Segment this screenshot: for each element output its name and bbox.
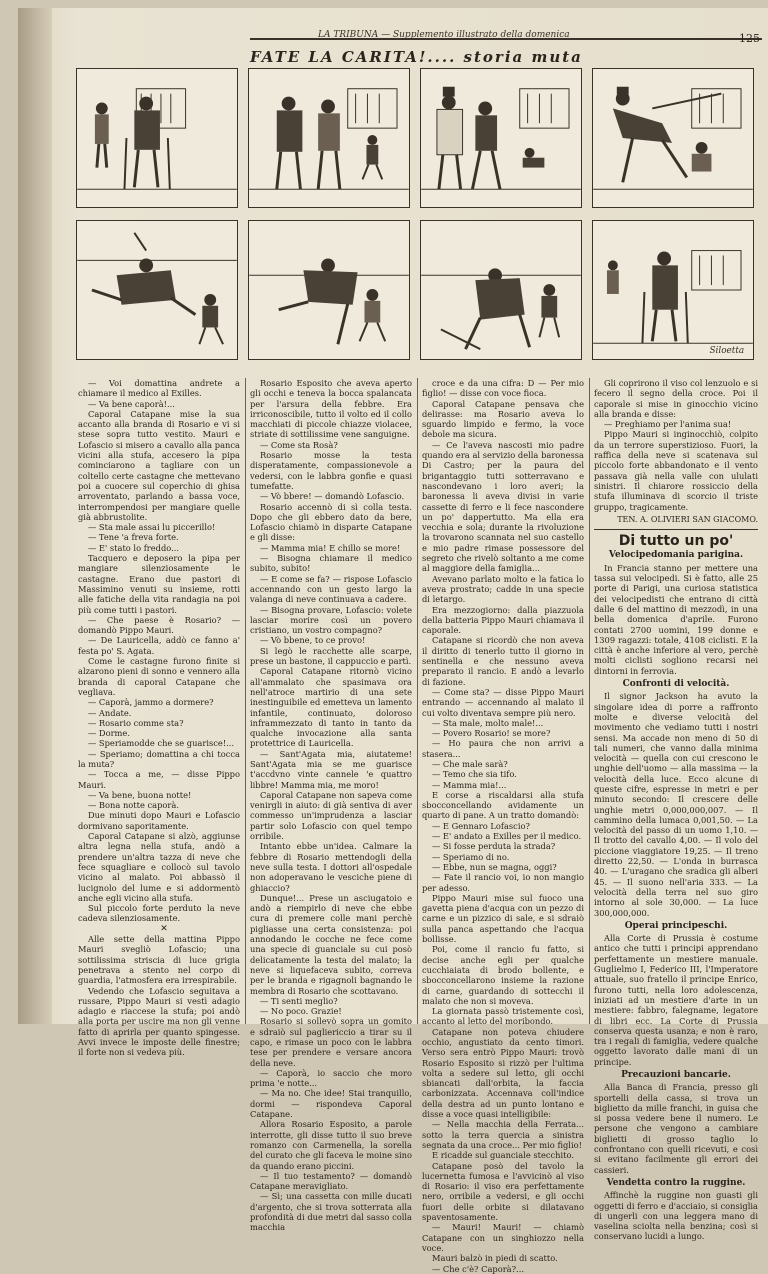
- paragraph: — Ebbe, nun se magna, oggi?: [432, 861, 557, 872]
- paragraph: Vedendo che Lofascio seguitava a russare, Pippo Mauri si vestì adagio adagio e riaccese la stufa; poi andò alla porta per uscire ma non gli venne fatto di aprirla per quanto spingesse. Avvi invece le imposte delle finestre; il forte non si vedeva più.: [78, 985, 240, 1058]
- paragraph: — De Lauricella, addò ce fanno a' festa po' S. Agata.: [78, 635, 240, 656]
- paragraph: — Rosario comme sta?: [88, 717, 184, 728]
- paragraph: — Va bene caporà!...: [88, 398, 175, 409]
- paragraph: — Ho paura che non arrivi a stasera...: [422, 738, 584, 759]
- paragraph: — Come sta Rosà?: [260, 439, 338, 450]
- paragraph: — Bisogna chiamare il medico subito, subito!: [250, 553, 412, 574]
- paragraph: — Tocca a me, — disse Pippo Mauri.: [78, 769, 240, 790]
- paragraph: Tacquero e deposero la pipa per mangiare silenziosamente le castagne. Erano due pastori di Massimino venuti su insieme, rotti alle fatiche della vita randagia na poi più come tutti i pastori.: [78, 553, 240, 615]
- paragraph: Rosario Esposito che aveva aperto gli occhi e teneva la bocca spalancata per l'arsura della febbre. Era irriconoscibile, tutto il volto ed il collo macchiati di piccole chiazze violacee, striate di sottilissime vene sanguigne.: [250, 378, 412, 440]
- paragraph: — Sta male assai lu piccerillo!: [88, 522, 216, 533]
- panel-8-drawing: [593, 221, 753, 359]
- paragraph: — Mamma mia!...: [432, 779, 507, 790]
- item-title: Precauzioni bancarie.: [621, 1070, 731, 1080]
- paragraph: — Vò bbene, to ce provo!: [260, 635, 366, 646]
- paragraph: — Che c'è? Caporà?...: [432, 1263, 524, 1274]
- paragraph: — Andate.: [88, 707, 132, 718]
- paragraph: E corse a riscaldarsi alla stufa sbocconcellando avidamente un quarto di pane. A un tratto domandò:: [422, 789, 584, 821]
- comic-title: FATE LA CARITA!.... storia muta: [250, 48, 583, 66]
- item-text: Alla Banca di Francia, presso gli sportelli della cassa, si trova un biglietto da mille franchi, in guisa che si possa vedere bene il numero. Le persone che vengono a cambiare biglietti di grosso taglio lo confrontano con quelli ricevuti, e così si evitano facilmente gli errori dei cassieri.: [594, 1082, 758, 1175]
- item-title: Velocipedomania parigina.: [608, 550, 744, 561]
- paragraph: Come le castagne furono finite si alzarono pieni di sonno e vennero alla branda di caporal Catapane che vegliava.: [78, 656, 240, 697]
- paragraph: Pippo Mauri si inginocchiò, colpito da un terrore superstizioso. Fuori, la raffica della neve si scatenava sul piccolo forte abbandonato e il vento passava già nella valle con ululati sinistri. Il chiarore rossiccio della stufa illuminava di scorcio il triste gruppo, tragicamente.: [594, 429, 758, 512]
- publication-header: LA TRIBUNA — Supplemento illustrato della domenica: [318, 30, 570, 40]
- paragraph: — Mamma mia! E chillo se more!: [260, 542, 401, 553]
- panel-1-drawing: [77, 69, 237, 207]
- comic-panel-1: [76, 68, 238, 208]
- comic-panel-8: [592, 220, 754, 360]
- comic-panel-2: [248, 68, 410, 208]
- paragraph: Intanto ebbe un'idea. Calmare la febbre di Rosario mettendogli della neve sulla testa. I dottori all'ospedale non adoperavano le vesciche piene di ghiaccio?: [250, 841, 412, 893]
- paragraph: — Ti senti meglio?: [260, 995, 338, 1006]
- text-column-2: [250, 378, 412, 1233]
- item-title: Vendetta contro la ruggine.: [606, 1177, 746, 1188]
- paragraph: — Temo che sia tifo.: [432, 769, 517, 780]
- page-spine-shadow: [18, 8, 52, 1024]
- paragraph: Caporal Catapane ritornò vicino all'ammalato che spasimava ora nell'atroce martirio di una sete inestinguibile ed emetteva un lamento infantile, continuato, doloroso inframmezzato di tanto in tanto da qualche invocazione alla santa protettrice di Lauricella.: [250, 666, 412, 749]
- article-columns: [78, 378, 758, 1274]
- item-text: Il signor Jackson ha avuto la singolare idea di porre a raffronto molte e diverse velocità del movimento che vediamo tutti i nostri sensi. Ma accade non meno di 50 di tali numeri, che vanno dalla minima velocità — quella con cui crescono le unghie dell'uomo — alla massima — la velocità della luce. Ecco alcune di queste cifre, espresse in metri e per minuto secondo: Il crescere delle unghie metri 0,000,000,007. — Il cammino della lumaca 0,001,50. — La velocità del passo di un uomo 1,10. — Il trotto del cavallo 4,00. — Il volo del piccione viaggiatore 19,25. — Il treno diretto 22,50. — L'onda in burrasca 40. — L'uragano che sradica gli alberi 45. — Il suono nell'aria 333. — La velocità della terra nel suo giro intorno al sole 30,000. — La luce 300,000,000.: [594, 691, 758, 918]
- story-ending: [594, 378, 758, 512]
- paragraph: — Vò bbere! — domandò Lofascio.: [260, 491, 405, 502]
- paragraph: — E' stato lo freddo...: [88, 542, 180, 553]
- section-divider: [594, 529, 758, 530]
- paragraph: E ricadde sul guanciale stecchito.: [432, 1150, 574, 1161]
- paragraph: — Povero Rosario! se more?: [432, 728, 551, 739]
- comic-panel-4: [592, 68, 754, 208]
- paragraph: — Come sta? — disse Pippo Mauri entrando — accennando al malato il cui volto diventava sempre più nero.: [422, 686, 584, 718]
- item-text: Affinchè la ruggine non guasti gli oggetti di ferro e d'acciaio, si consiglia di ungerli con una leggera mano di vaselina sciolta nella benzina; così si conservano lucidi a lungo.: [594, 1190, 758, 1242]
- section-title: Di tutto un po': [618, 533, 734, 550]
- paragraph: — Bisogna provare, Lofascio: volete lasciar morire così un povero cristiano, un vostro compagno?: [250, 604, 412, 636]
- paragraph: — Sant'Agata mia, aiutateme! Sant'Agata mia se me guarisce t'accdvno vinte cannele 'e quattro libbre! Mamma mia, me moro!: [250, 748, 412, 790]
- panel-6-drawing: [249, 221, 409, 359]
- paragraph: — E come se fa? — rispose Lofascio accennando con un gesto largo la valanga di neve continuava a cadere.: [250, 573, 412, 605]
- paragraph: Catapane posò del tavolo la lucernetta fumosa e l'avvicinò al viso di Rosario: il viso era perfettamente nero, orribile a vedersi, e gli occhi fuori delle orbite si dilatavano spaventosamente.: [422, 1160, 584, 1223]
- paragraph: — Che male sarà?: [432, 758, 508, 769]
- paragraph: — Caporà, jammo a dormere?: [88, 697, 214, 708]
- paragraph: — Speriamo di no.: [432, 851, 510, 862]
- paragraph: Alle sette della mattina Pippo Mauri svegliò Lofascio; una sottilissima striscia di luce grigia penetrava a stento nel corpo di guardia, l'atmosfera era irrespirabile.: [78, 934, 240, 986]
- paragraph: — Tene 'a freva forte.: [88, 532, 179, 543]
- paragraph: Sul piccolo forte perduto la neve cadeva silenziosamente.: [78, 903, 240, 924]
- paragraph: Dunque!... Prese un asciugatoio e andò a riempirlo di neve che ebbe cura di premere colle mani perchè pigliasse una certa consistenza: poi annodando le cocche ne fece come una specie di guanciale su cui posò delicatamente la testa del malato; la neve si liquefaceva subito, correva per le branda e rigagnoli bagnando le membra di Rosario che scottavano.: [250, 892, 412, 996]
- paragraph: — Sta male, molto male!...: [432, 717, 544, 728]
- paragraph: Caporal Catapane si alzò, aggiunse altra legna nella stufa, andò a prendere un'altra tazza di neve che fece squagliare e collocò sul tavolo vicino al malato. Poi abbassò il lucignolo del lume e si addormentò anche egli vicino alla stufa.: [78, 831, 240, 903]
- paragraph: — Ma no. Che idee! Stai tranquillo, dormi — rispondeva Caporal Catapane.: [250, 1088, 412, 1120]
- item-text: In Francia stanno per mettere una tassa sui velocipedi. Si è fatto, alle 25 porte di Parigi, una curiosa statistica dei velocipedisti che entrano di città dalle 6 del mattino di mezzodì, in una bella domenica d'aprile. Furono contati 2700 uomini, 199 donne e 1309 ragazzi: totale, 4108 ciclisti. E la città è anche inferiore al vero, perchè molti ciclisti sogliono recarsi nei dintorni in ferrovia.: [594, 562, 758, 676]
- paragraph: — Nella macchia della Ferrata... sotto la terra quercia a sinistra segnata da una croce... Per mio figlio!: [422, 1119, 584, 1150]
- paragraph: — Fate il rancio voi, io non mangio per adesso.: [422, 872, 584, 893]
- page-number: 125: [739, 32, 760, 45]
- paragraph: Caporal Catapane non sapeva come venirgli in aiuto: di già sentiva di aver commesso un'imprudenza a lasciar partir solo Lofascio con quel tempo orribile.: [250, 789, 412, 842]
- paragraph: Rosario mosse la testa disperatamente, compassionevole a vedersi, con le labbra gonfie e quasi tumefatte.: [250, 450, 412, 491]
- paragraph: — Sì; una cassetta con mille ducati d'argento, che si trova sotterrata alla profondità di due metri dal sasso colla macchia: [250, 1191, 412, 1233]
- paragraph: Rosario si sollevò sopra un gomito e sdraiò sul pagliericcio a tirar su il capo, e rimase un poco con le labbra tese per prendere e versare ancora della neve.: [250, 1016, 412, 1068]
- comic-panel-6: [248, 220, 410, 360]
- panel-5-drawing: [77, 221, 237, 359]
- text-column-3: [422, 378, 584, 1274]
- paragraph: — E Gennaro Lofascio?: [432, 820, 530, 831]
- paragraph: Catapane non poteva chiudere occhio, angustiato da cento timori. Verso sera entrò Pippo Mauri: trovò Rosario Esposito si rizzò per l'ultima volta a sedere sul letto, gli occhi sbiancati dall'orbita, la faccia carbonizzata. Accennava coll'indice della destra ad un punto lontano e disse a voce quasi intelligibile:: [422, 1026, 584, 1120]
- comic-panel-5: [76, 220, 238, 360]
- paragraph: — Il tuo testamento? — domandò Catapane meravigliato.: [250, 1170, 412, 1192]
- paragraph: — Voi domattina andrete a chiamare il medico al Exilles.: [78, 378, 240, 399]
- paragraph: Caporal Catapane mise la sua accanto alla branda di Rosario e vi si stese sopra tutto vestito. Mauri e Lofascio si misero a cavallo alla panca vicini alla stufa, accesero la pipa cominciarono a tagliare con un coltello certe castagne che mettevano poi a cuocere sul coperchio di ghisa arroventato, parlando a bassa voce, interrompendosi per mangiare quelle già abbrustolite.: [78, 408, 240, 522]
- paragraph: — Che paese è Rosario? — domandò Pippo Mauri.: [78, 614, 240, 636]
- paragraph: Si legò le racchette alle scarpe, prese un bastone, il cappuccio e partì.: [250, 645, 412, 667]
- text-column-4: [594, 378, 758, 1242]
- paragraph: Avevano parlato molto e la fatica lo aveva prostrato; cadde in una specie di letargo.: [422, 573, 584, 605]
- paragraph: — E' andato a Exilles per il medico.: [432, 831, 582, 842]
- newspaper-page: [18, 8, 768, 1274]
- author-signature: TEN. A. OLIVIERI SAN GIACOMO.: [617, 514, 758, 524]
- paragraph: — Mauri! Mauri! — chiamò Catapane con un singhiozzo nella voce.: [422, 1222, 584, 1253]
- paragraph: Poi, come il rancio fu fatto, si decise anche egli per qualche cucchiaiata di brodo bollente, e sbocconcellarono insieme la razione di carne, guardando di sottecchi il malato che non si moveva.: [422, 944, 584, 1006]
- paragraph: La giornata passò tristemente così, accanto al letto del moribondo.: [422, 1006, 584, 1027]
- paragraph: Rosario accennò di sì colla testa. Dopo che gli ebbero dato da bere, Lofascio chiamò in disparte Catapane e gli disse:: [250, 501, 412, 543]
- comic-signature: Siloetta: [709, 346, 745, 357]
- comic-panel-7: [420, 220, 582, 360]
- item-text: Alla Corte di Prussia è costume antico che tutti i principi apprendano perfettamente un mestiere manuale. Guglielmo I, Federico III, l'Imperatore attuale, suo fratello il principe Enrico, furono tutti, nella loro adolescenza, iniziati ad un mestiere d'arte in un mestiere: fabbro, falegname, legatore di libri ecc. La Corte di Prussia conserva questa usanza; e non è raro, tra i regali di famiglia, vedere qualche oggetto lavorato dalle mani di un principe.: [594, 933, 758, 1067]
- paragraph: — Bona notte caporà.: [88, 800, 179, 811]
- panel-3-drawing: [421, 69, 581, 207]
- paragraph: — Speriamo; domattina a chi tocca la muta?: [78, 748, 240, 769]
- panel-4-drawing: [593, 69, 753, 207]
- paragraph: — Va bene, buona notte!: [88, 789, 192, 800]
- paragraph: Era mezzogiorno: dalla piazzuola della batteria Pippo Mauri chiamava il caporale.: [422, 604, 584, 636]
- miscellany-items: [594, 550, 758, 1241]
- section-mark: ✕: [160, 923, 168, 934]
- panel-2-drawing: [249, 69, 409, 207]
- paragraph: Allora Rosario Esposito, a parole interrotte, gli disse tutto il suo breve romanzo con Carmenella, la sorella del curato che gli faceva le moine sino da quando erano piccini.: [250, 1119, 412, 1171]
- paragraph: Gli coprirono il viso col lenzuolo e si fecero il segno della croce. Poi il caporale si mise in ginocchio vicino alla branda e disse:: [594, 378, 758, 419]
- paragraph: Pippo Mauri mise sul fuoco una gavetta piena d'acqua con un pezzo di carne e un pizzico di sale, e si sdraiò sulla panca aspettando che l'acqua bollisse.: [422, 892, 584, 945]
- paragraph: Caporal Catapane pensava che delirasse: ma Rosario aveva lo sguardo limpido e fermo, la voce debole ma sicura.: [422, 398, 584, 440]
- comic-panel-3: [420, 68, 582, 208]
- paragraph: — Si fosse perduta la strada?: [432, 841, 556, 852]
- paragraph: Mauri balzò in piedi di scatto.: [432, 1253, 558, 1264]
- comic-strip: [76, 68, 756, 366]
- paragraph: — Caporà, io saccio che moro prima 'e notte...: [250, 1067, 412, 1089]
- paragraph: — Dorme.: [88, 728, 130, 739]
- paragraph: — Preghiamo per l'anima sua!: [604, 419, 732, 430]
- item-title: Operai principeschi.: [624, 920, 728, 931]
- paragraph: — Ce l'aveva nascosti mio padre quando era al servizio della baronessa Di Castro; per la paura del brigantaggio tutti sotterravano e nascondevano i loro averi; la baronessa li aveva divisi in varie cassette di ferro e li fece nascondere un po' dappertutto. Ma ella era vecchia e sola; durante la rivoluzione la trovarono scannata nel suo castello e mio padre rimase possessore del segreto che rivelò soltanto a me come al maggiore della famiglia...: [422, 439, 584, 574]
- panel-7-drawing: [421, 221, 581, 359]
- paragraph: — No poco. Grazie!: [260, 1006, 342, 1017]
- paragraph: croce e da una cifra: D — Per mio figlio! — disse con voce fioca.: [422, 378, 584, 399]
- text-column-1: [78, 378, 240, 1058]
- paragraph: Catapane si ricordò che non aveva il diritto di tenerlo tutto il giorno in sentinella e che nessuno aveva preparato il rancio. E andò a levarlo di fazione.: [422, 635, 584, 687]
- item-title: Confronti di velocità.: [622, 679, 730, 690]
- paragraph: — Speriamodde che se guarisce!...: [88, 738, 235, 749]
- paragraph: Due minuti dopo Mauri e Lofascio dormivano saporitamente.: [78, 810, 240, 831]
